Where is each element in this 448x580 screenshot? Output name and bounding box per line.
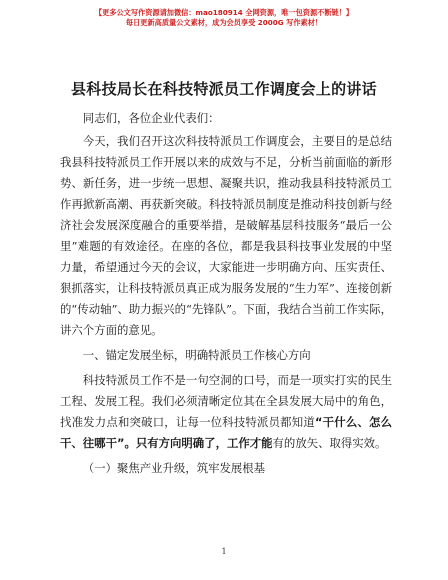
promo-banner-line1: 【更多公文写作资源请加微信：mao180914 全网资源，唯一包资源不断链！】 bbox=[94, 8, 354, 17]
salutation: 同志们，各位企业代表们： bbox=[82, 111, 220, 125]
section-heading-1: 一、锚定发展坐标，明确特派员工作核心方向 bbox=[82, 348, 311, 362]
section-1-paragraph bbox=[60, 370, 392, 454]
section-1-paragraph-text: 科技特派员工作不是一句空洞的口号，而是一项实打实的民生工程、发展工程。我们必须清晰定位其在全县发展大局中的角色，找准发力点和突破口，让每一位科技特派员都知道 bbox=[60, 373, 392, 429]
document-title: 县科技局长在科技特派员工作调度会上的讲话 bbox=[70, 80, 377, 98]
section-1-paragraph-end: 有的放矢、取得实效。 bbox=[272, 436, 387, 450]
subsection-heading-1: （一）聚焦产业升级，筑牢发展根基 bbox=[82, 461, 266, 475]
page-number: 1 bbox=[221, 547, 227, 556]
intro-paragraph: 今天，我们召开这次科技特派员工作调度会，主要目的是总结我县科技特派员工作开展以来的成效与不足，分析当前面临的新形势、新任务，进一步统一思想、凝聚共识，推动我县科技特派员工作再掀新高潮、再获新突破。科技特派员制度是推动科技创新与经济社会发展深度融合的重要举措，是破解基层科技服务“最后一公里”难题的有效途径。在座的各位，都是我县科技事业发展的中坚力量，希望通过今天的会议，大家能进一步明确方向、压实责任、狠抓落实，让科技特派员真正成为服务发展的“生力军”、连接创新的“传动轴”、助力振兴的“先锋队”。下面，我结合当前工作实际，讲六个方面的意见。 bbox=[60, 134, 392, 337]
document-body bbox=[60, 108, 392, 479]
promo-banner-line2: 每日更新高质量公文素材，成为会员享受 2000G 写作素材！ bbox=[125, 18, 323, 27]
promo-banner bbox=[0, 8, 448, 28]
section-1-paragraph-emphasis: “干什么、怎么干、往哪干”。只有方向明确了，工作才能 bbox=[60, 415, 392, 450]
